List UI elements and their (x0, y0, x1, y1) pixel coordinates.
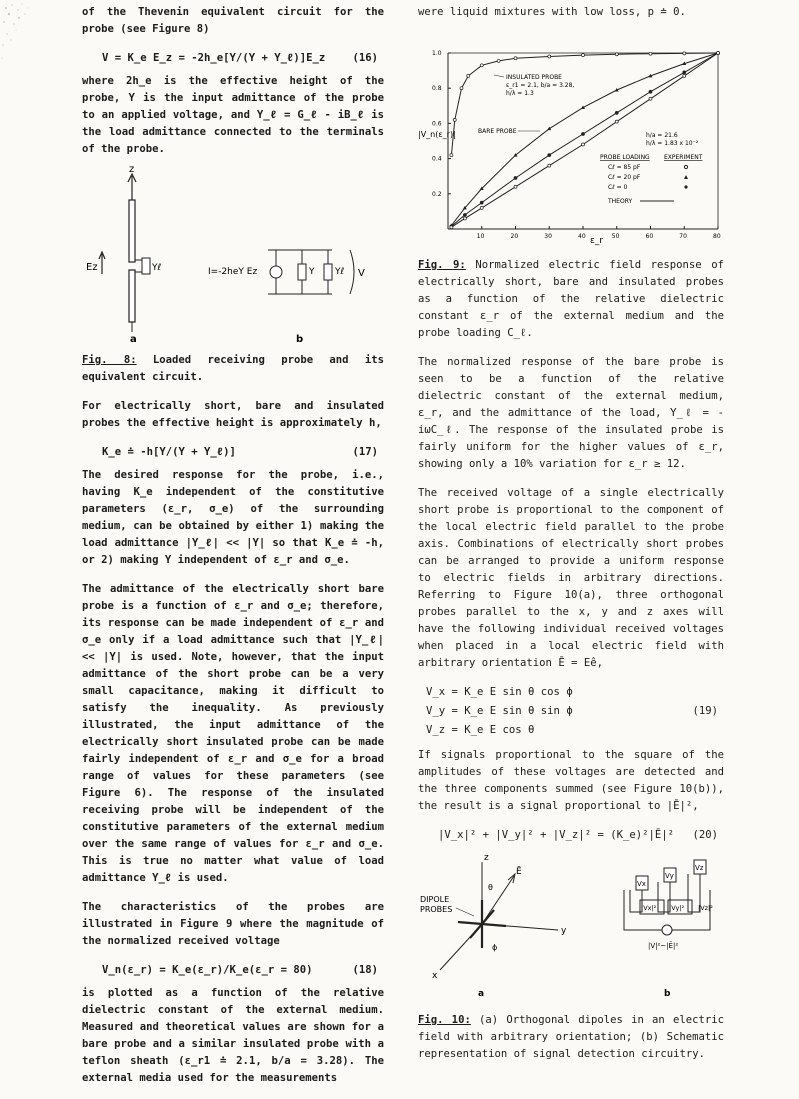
data-point (683, 71, 686, 74)
data-point (467, 74, 470, 77)
fig10-sum-label: |V|²~|Ē|² (648, 942, 679, 950)
probe-lower-arm (129, 270, 135, 322)
equation-16-text: V = K_e E_z = -2h_e[Y/(Y + Y_ℓ)]E_z (102, 52, 326, 64)
data-point (514, 176, 517, 179)
fig10-z-label: z (484, 853, 489, 863)
data-point (460, 87, 463, 90)
data-point (480, 206, 483, 209)
data-point (649, 97, 652, 100)
data-point (717, 52, 720, 55)
fig9-bare-label: BARE PROBE (478, 128, 517, 135)
fig10-a-label: a (478, 989, 485, 999)
legend-marker-open (684, 165, 687, 168)
data-point (480, 64, 483, 67)
equation-18-text: V_n(ε_r) = K_e(ε_r)/K_e(ε_r = 80) (102, 964, 313, 976)
figure-10 (418, 850, 724, 1000)
figure-8 (82, 164, 384, 345)
y-tick-label: 0.2 (432, 190, 442, 198)
fig8-source-label: I=-2heY Ez (208, 267, 258, 277)
fig9-params2: h/λ = 1.83 x 10⁻² (646, 140, 699, 147)
para-short: For electrically short, bare and insulated probes the effective height is approximately h, (82, 400, 384, 429)
data-point (683, 52, 686, 55)
fig9-legend-theory: THEORY (608, 198, 633, 205)
equation-19-vz: V_z = K_e E cos θ (426, 724, 535, 736)
probe-upper-arm (129, 200, 135, 262)
fig8-b-label: b (296, 334, 304, 345)
legend-marker-triangle (684, 175, 688, 179)
figure-10-caption-text: (a) Orthogonal dipoles in an electric field with arbitrary orientation; (b) Schematic representation of signal detection circuitry. (418, 1014, 724, 1060)
fig10-probes-label: PROBES (420, 905, 453, 914)
data-point (548, 55, 551, 58)
y-tick-label: 0.8 (432, 85, 442, 93)
y-tick-label: 1.0 (432, 50, 442, 57)
x-tick-label: 60 (645, 233, 654, 240)
data-point (582, 132, 585, 135)
fig10-dipole-label: DIPOLE (420, 895, 450, 904)
equation-17 (82, 444, 384, 461)
fig10-x-label: x (432, 971, 438, 981)
fig8-yl-label: Yℓ (152, 263, 162, 273)
x-tick-label: 80 (713, 233, 721, 240)
fig9-insulated-params: ε_r1 = 2.1, b/a = 3.28, (506, 82, 575, 89)
fig8-a-label: a (130, 334, 137, 345)
data-point (548, 154, 551, 157)
data-point (463, 213, 466, 216)
data-point (683, 74, 686, 77)
data-point (615, 120, 618, 123)
fig10-e-label: Ē (516, 867, 522, 877)
scan-smudge (0, 0, 60, 70)
fig9-legend-row-3: Cℓ = 0 (608, 184, 628, 191)
equation-20-text: |V_x|² + |V_y|² + |V_z|² = (K_e)²|Ē|² (438, 829, 674, 841)
fig9-legend-row-1: Cℓ = 85 pF (608, 164, 641, 171)
fig10-theta-label: θ (488, 883, 493, 892)
fig10-y-label: y (561, 926, 567, 936)
data-point (649, 90, 652, 93)
fig9-insulated-params2: h/λ = 1.3 (506, 90, 534, 97)
equation-18 (82, 962, 384, 979)
fig9-legend-h2: EXPERIMENT (664, 154, 703, 161)
para-continued: were liquid mixtures with low loss, p ≐ 0. (418, 6, 686, 18)
data-point (582, 54, 585, 57)
figure-8-caption-text: Loaded receiving probe and its equivalent circuit. (82, 354, 385, 383)
equation-16-number: (16) (352, 52, 378, 64)
figure-10-caption (418, 1012, 724, 1063)
y-tick-label: 0.4 (432, 155, 442, 163)
para-plotted: is plotted as a function of the relative dielectric constant of the external medium. Measured and theoretical values are shown for a bare probe and a similar insulated probe with a teflon sheath (ε_r1 ≐ 2.1, b/a = 3.28). The external media used for the measurements (82, 987, 384, 1084)
data-point (463, 217, 466, 220)
fig9-insulated-label: INSULATED PROBE (506, 74, 562, 81)
equation-19-number: (19) (692, 705, 718, 717)
data-point (615, 53, 618, 56)
x-tick-label: 10 (476, 233, 485, 240)
data-point (453, 118, 456, 121)
equation-20-number: (20) (692, 829, 718, 841)
equation-17-text: K_e ≐ -h[Y/(Y + Y_ℓ)] (102, 446, 236, 458)
fig8-y-label: Y (309, 267, 315, 277)
fig9-legend-h1: PROBE LOADING (600, 154, 650, 161)
figure-9-chart (418, 33, 724, 245)
fig8-yl2-label: Yℓ (335, 267, 345, 277)
para-desired: The desired response for the probe, i.e., having K_e independent of the constitutive parameters (ε_r, σ_e) of the surrounding medium, can be obtained by either 1) making the load admittance |Y_ℓ| << |Y| so that K_e ≐ -h, or 2) making Y independent of ε_r and σ_e. (82, 469, 384, 566)
data-point (514, 57, 517, 60)
x-tick-label: 40 (578, 233, 586, 240)
para-signals: If signals proportional to the square of the amplitudes of these voltages are detected and the three components summed (see Figure 10(b)), the result is a signal proportional to |Ē|², (418, 749, 724, 812)
equation-20 (418, 827, 724, 844)
equation-17-number: (17) (352, 446, 378, 458)
data-point (548, 164, 551, 167)
data-point (514, 185, 517, 188)
fig10-vz-label: Vz (695, 864, 704, 872)
figure-8-caption (82, 352, 384, 386)
equation-16 (82, 50, 384, 67)
fig8-e-label: Ez (86, 262, 98, 273)
load-admittance-box (142, 258, 150, 274)
data-point (582, 143, 585, 146)
x-tick-label: 70 (679, 233, 687, 240)
left-column (82, 4, 384, 1099)
x-tick-label: 30 (544, 233, 552, 240)
equation-19-vy-row (418, 703, 724, 720)
meter-symbol (662, 925, 672, 935)
data-point (649, 52, 652, 55)
equation-19-vx: V_x = K_e E sin θ cos ϕ (426, 686, 573, 698)
fig9-ylabel: |V_n(ε_r)| (418, 130, 456, 139)
admittance-y-box (298, 264, 306, 280)
fig10-phi-label: ϕ (492, 943, 498, 952)
legend-marker-filled (684, 185, 687, 188)
para-intro: of the Thevenin equivalent circuit for the probe (see Figure 8) (82, 6, 384, 35)
figure-8-caption-label: Fig. 8: (82, 354, 137, 366)
para-admittance: The admittance of the electrically short bare probe is a function of ε_r and σ_e; therefore, its response can be made independent of ε_r and σ_e only if a load admittance such that |Y_ℓ| << |Y| is used. Note, however, that the input admittance of the short probe can be a very small capacitance, making it difficult to satisfy the inequality. As previously illustrated, the input admittance of the electrically short insulated probe can be made fairly independent of ε_r and σ_e for a broad range of values for these parameters (see Figure 6). The response of the insulated receiving probe will be independent of the constitutive parameters of the external medium over the same range of values for ε_r and σ_e. This is true no matter what value of load admittance Y_ℓ is used. (82, 583, 384, 884)
dipole-probes-group (458, 900, 506, 948)
fig10-vz2-label: |Vz|² (698, 904, 713, 912)
figure-9-caption-text: Normalized electric field response of electrically short, bare and insulated probes as a function of the relative dielectric constant ε_r of the external medium and the probe loading C_ℓ. (418, 259, 724, 339)
equation-18-number: (18) (352, 964, 378, 976)
equation-19 (418, 684, 724, 739)
fig10-b-label: b (664, 989, 671, 999)
data-point (480, 201, 483, 204)
figure-10-caption-label: Fig. 10: (418, 1014, 471, 1026)
fig9-params1: h/a = 21.6 (646, 132, 678, 139)
para-normalized: The normalized response of the bare probe is seen to be a function of the relative dielectric constant of the external medium, ε_r, and the admittance of the load, Y_ℓ = -iωC_ℓ. The response of the insulated probe is fairly uniform for the higher values of ε_r, showing only a 10% variation for ε_r ≥ 12. (418, 356, 724, 470)
data-point (450, 226, 453, 229)
fig8-z-label: z (129, 164, 135, 175)
admittance-yl-box (324, 264, 332, 280)
right-column (418, 4, 724, 1075)
para-received: The received voltage of a single electrically short probe is proportional to the component of the local electric field parallel to the probe axis. Combinations of electrically short probes can be arranged to provide a uniform response to electric fields in arbitrary directions. Referring to Figure 10(a), three orthogonal probes parallel to the x, y and z axes will have the following individual received voltages when placed in a local electric field with arbitrary orientation Ē = Eê, (418, 487, 724, 669)
figure-9-caption-label: Fig. 9: (418, 259, 466, 271)
figure-9-caption (418, 257, 724, 342)
fig8-v-label: V (358, 268, 365, 279)
fig9-legend-row-2: Cℓ = 20 pF (608, 174, 641, 181)
data-point (497, 59, 500, 62)
data-point (615, 111, 618, 114)
data-point (450, 154, 453, 157)
current-source-symbol (270, 266, 282, 278)
x-tick-label: 20 (510, 233, 519, 240)
fig10-vx-label: Vx (637, 880, 646, 888)
para-characteristics: The characteristics of the probes are illustrated in Figure 9 where the magnitude of the normalized received voltage (82, 901, 384, 947)
y-tick-label: 0.6 (432, 120, 442, 128)
fig10-vx2-label: |Vx|² (641, 904, 657, 912)
fig10-vy2-label: |Vy|² (669, 904, 685, 912)
equation-19-vy: V_y = K_e E sin θ sin ϕ (426, 705, 573, 717)
para-where: where 2h_e is the effective height of the probe, Y is the input admittance of the probe to an applied voltage, and Y_ℓ = G_ℓ - iB_ℓ is the load admittance connected to the terminals of the probe. (82, 75, 384, 155)
fig10-vy-label: Vy (665, 872, 674, 880)
fig9-xlabel: ε_r (590, 236, 604, 246)
x-tick-label: 50 (611, 233, 620, 240)
